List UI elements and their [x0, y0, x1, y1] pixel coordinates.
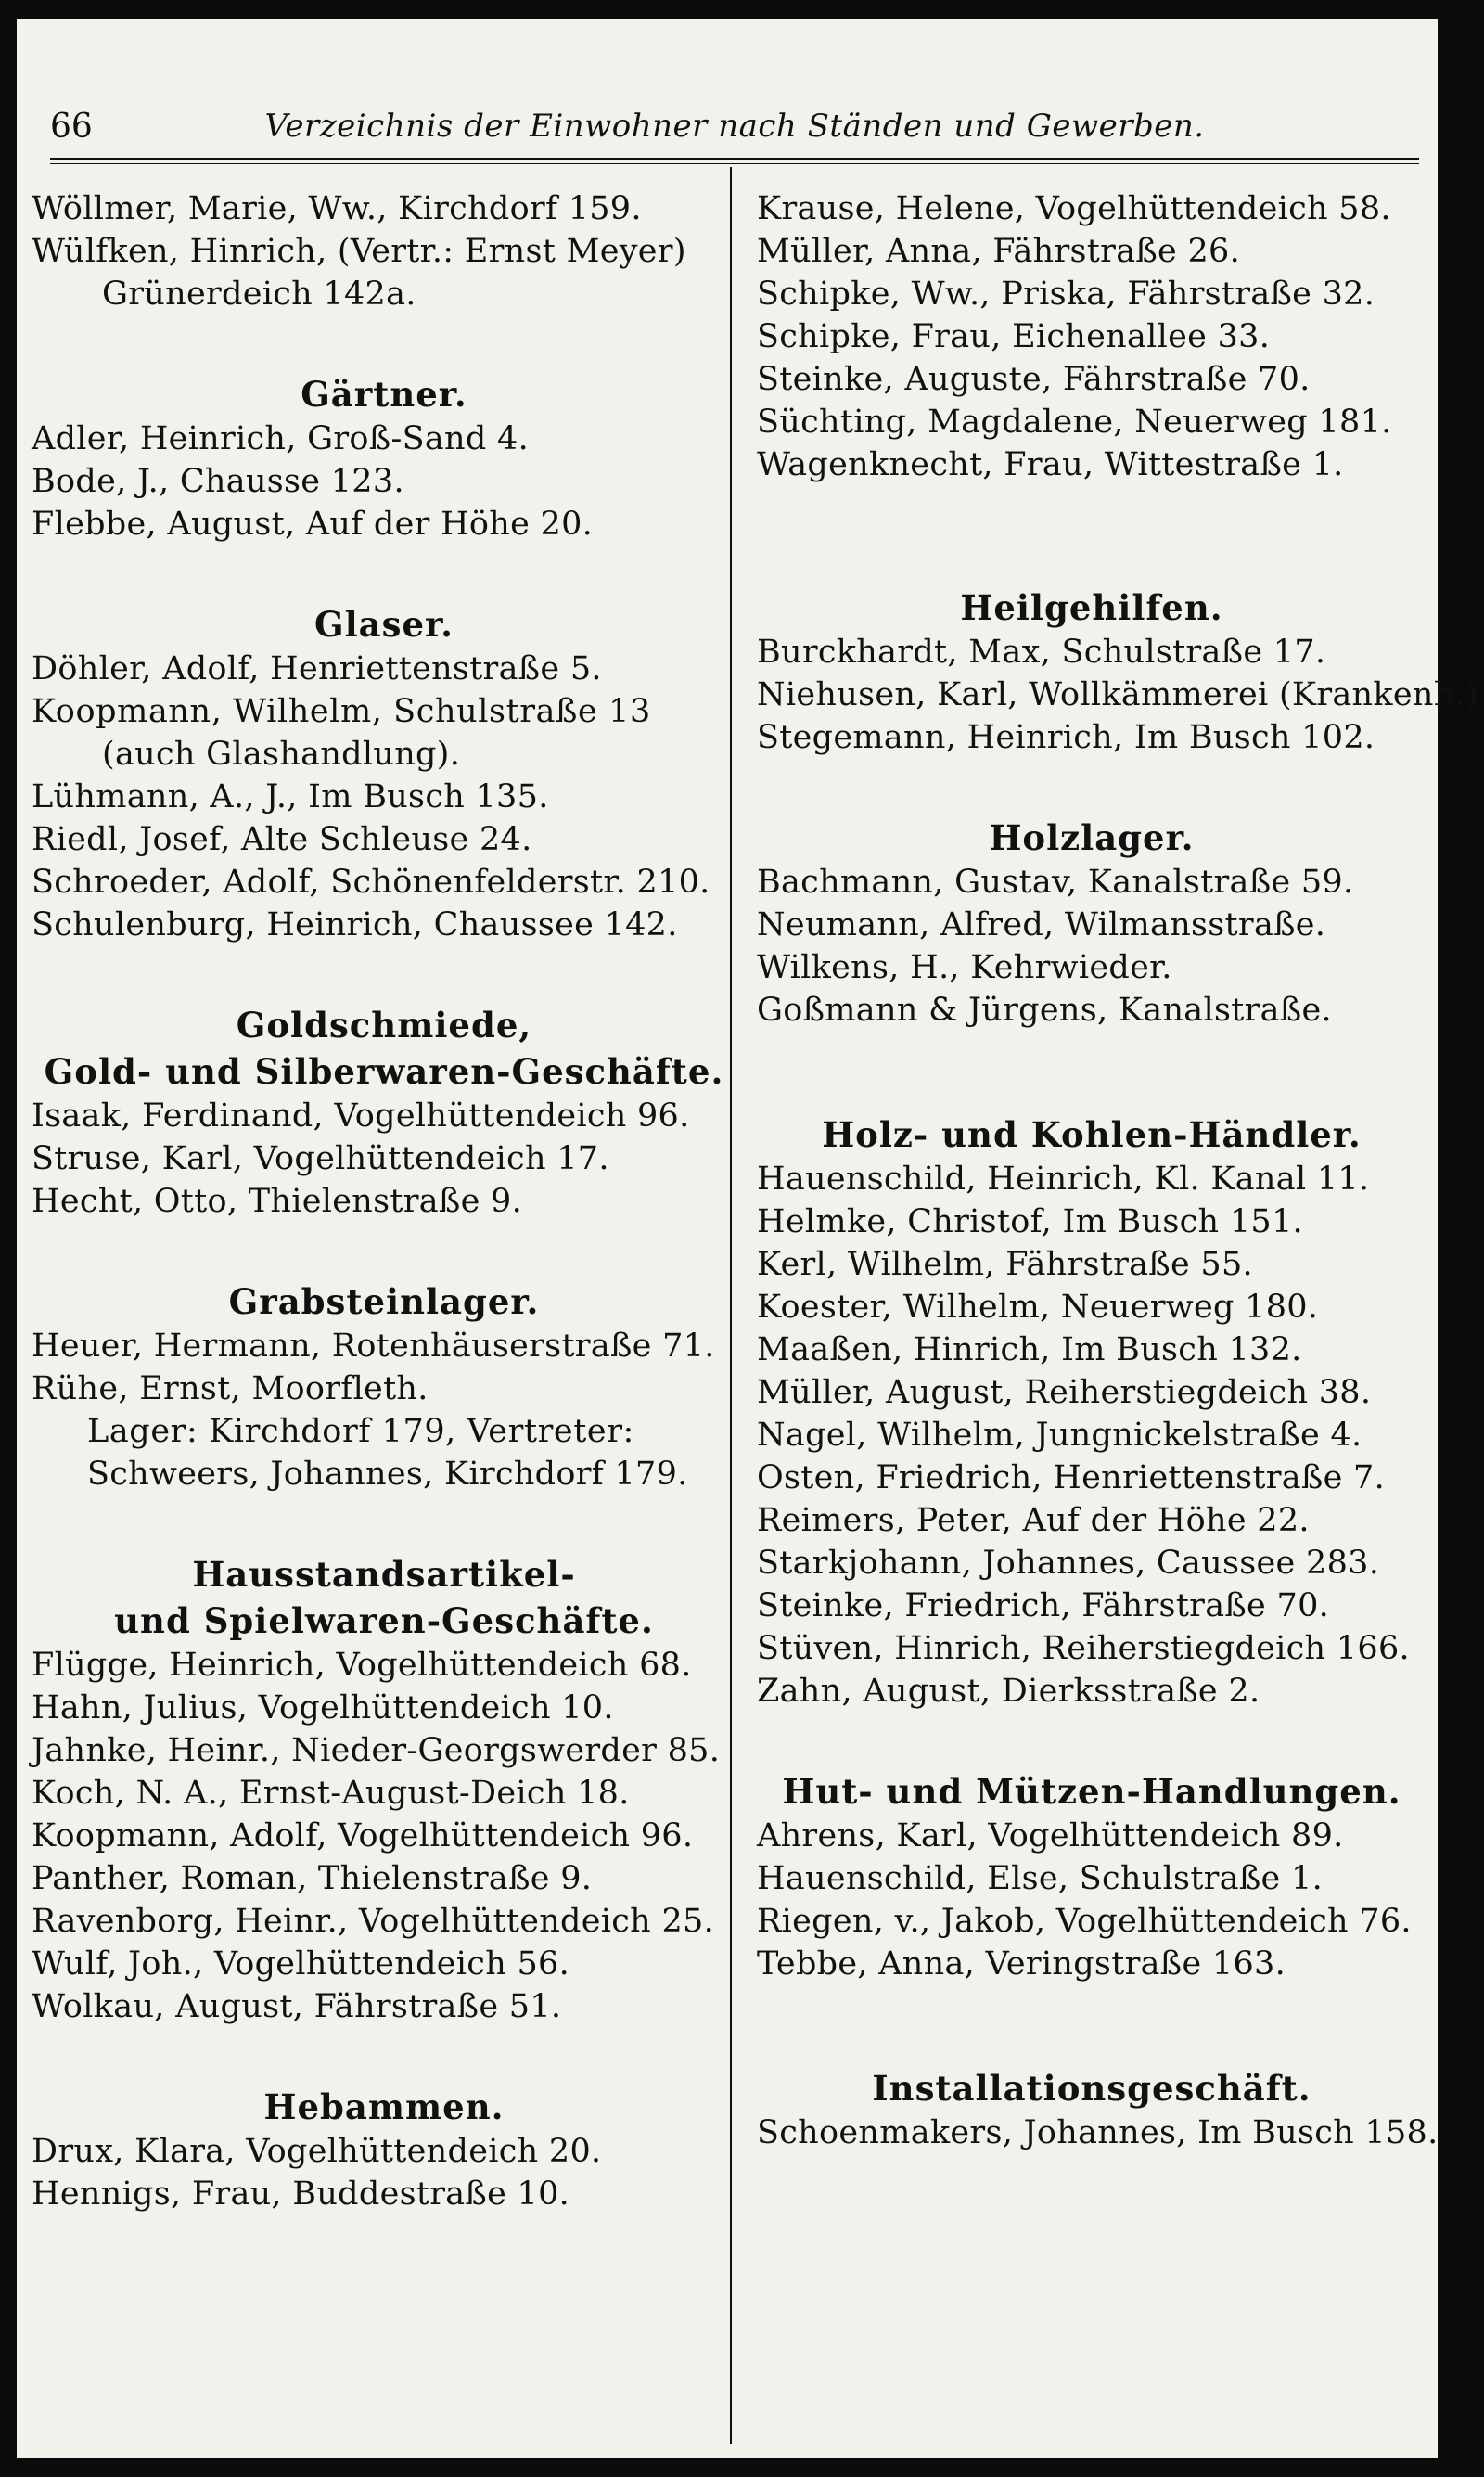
list-item: Schroeder, Adolf, Schönenfelderstr. 210.	[32, 864, 710, 901]
list-item: Hahn, Julius, Vogelhüttendeich 10.	[32, 1689, 614, 1726]
list-item: Hauenschild, Else, Schulstraße 1.	[757, 1860, 1323, 1897]
section-gaertner	[32, 371, 736, 545]
list-item: Wilkens, H., Kehrwieder.	[757, 949, 1172, 986]
list-item: Schipke, Ww., Priska, Fährstraße 32.	[757, 276, 1375, 313]
list-item: Nagel, Wilhelm, Jungnickelstraße 4.	[757, 1417, 1362, 1454]
section-heading: Holz- und Kohlen-Händler.	[822, 1114, 1362, 1155]
list-item: Neumann, Alfred, Wilmansstraße.	[757, 906, 1326, 943]
list-item: Reimers, Peter, Auf der Höhe 22.	[757, 1502, 1310, 1539]
right-column	[757, 187, 1478, 2154]
list-item: Riedl, Josef, Alte Schleuse 24.	[32, 821, 532, 858]
list-item: Rühe, Ernst, Moorfleth.	[32, 1370, 429, 1407]
list-item: Koch, N. A., Ernst-August-Deich 18.	[32, 1775, 630, 1812]
list-item: Ahrens, Karl, Vogelhüttendeich 89.	[757, 1817, 1344, 1855]
list-item: Krause, Helene, Vogelhüttendeich 58.	[757, 190, 1391, 227]
list-item: Hennigs, Frau, Buddestraße 10.	[32, 2175, 570, 2213]
list-item: Wagenknecht, Frau, Wittestraße 1.	[757, 446, 1344, 483]
section-heading: und Spielwaren-Geschäfte.	[114, 1600, 654, 1641]
list-item: Zahn, August, Dierksstraße 2.	[757, 1673, 1260, 1710]
section-heading: Gold- und Silberwaren-Geschäfte.	[44, 1051, 724, 1092]
section-heading: Glaser.	[314, 604, 454, 645]
section-hebammen	[32, 2084, 736, 2215]
list-item: (auch Glashandlung).	[102, 736, 461, 773]
running-title: Verzeichnis der Einwohner nach Ständen und Gewerben.	[264, 108, 1205, 145]
list-item: Müller, Anna, Fährstraße 26.	[757, 233, 1241, 270]
list-item: Schoenmakers, Johannes, Im Busch 158.	[757, 2114, 1439, 2151]
list-item: Schulenburg, Heinrich, Chaussee 142.	[32, 906, 678, 943]
list-item: Schipke, Frau, Eichenallee 33.	[757, 318, 1271, 355]
list-item: Schweers, Johannes, Kirchdorf 179.	[87, 1456, 688, 1493]
list-item: Goßmann & Jürgens, Kanalstraße.	[757, 992, 1332, 1029]
section-glaser	[32, 601, 736, 946]
list-item: Helmke, Christof, Im Busch 151.	[757, 1203, 1303, 1240]
list-item: Wulf, Joh., Vogelhüttendeich 56.	[32, 1945, 570, 1983]
list-item: Wülfken, Hinrich, (Vertr.: Ernst Meyer)	[32, 233, 686, 270]
list-item: Niehusen, Karl, Wollkämmerei (Krankenh.)	[757, 676, 1478, 713]
section-holz-kohlen-haendler	[757, 1111, 1426, 1713]
list-item: Drux, Klara, Vogelhüttendeich 20.	[32, 2133, 602, 2170]
section-heading: Gärtner.	[301, 374, 467, 415]
list-item: Döhler, Adolf, Henriettenstraße 5.	[32, 650, 602, 687]
page-header	[50, 108, 1419, 150]
header-rule	[50, 158, 1419, 164]
section-hausstandsartikel	[32, 1551, 736, 2028]
directory-page	[17, 19, 1478, 2458]
section-holzlager	[757, 815, 1426, 1032]
list-item: Stüven, Hinrich, Reiherstiegdeich 166.	[757, 1630, 1410, 1667]
section-heilgehilfen	[757, 584, 1478, 759]
section-heading: Hebammen.	[263, 2086, 505, 2127]
list-item: Ravenborg, Heinr., Vogelhüttendeich 25.	[32, 1903, 715, 1940]
list-item: Tebbe, Anna, Veringstraße 163.	[757, 1945, 1286, 1983]
section-goldschmiede	[32, 1002, 736, 1223]
list-item: Hecht, Otto, Thielenstraße 9.	[32, 1183, 523, 1220]
list-item: Flügge, Heinrich, Vogelhüttendeich 68.	[32, 1647, 692, 1684]
list-item: Kerl, Wilhelm, Fährstraße 55.	[757, 1246, 1253, 1283]
list-item: Isaak, Ferdinand, Vogelhüttendeich 96.	[32, 1097, 690, 1135]
section-heading: Goldschmiede,	[236, 1005, 532, 1046]
list-item: Panther, Roman, Thielenstraße 9.	[32, 1860, 593, 1897]
list-item: Steinke, Auguste, Fährstraße 70.	[757, 361, 1311, 398]
list-item: Koopmann, Adolf, Vogelhüttendeich 96.	[32, 1817, 694, 1855]
list-item: Müller, August, Reiherstiegdeich 38.	[757, 1374, 1372, 1411]
list-item: Bode, J., Chausse 123.	[32, 463, 404, 500]
list-item: Struse, Karl, Vogelhüttendeich 17.	[32, 1140, 609, 1177]
section-heading: Heilgehilfen.	[960, 587, 1223, 628]
section-heading: Holzlager.	[989, 817, 1195, 858]
page-number: 66	[50, 108, 93, 146]
list-item: Wolkau, August, Fährstraße 51.	[32, 1988, 562, 2025]
section-grabsteinlager	[32, 1278, 736, 1495]
list-item: Koester, Wilhelm, Neuerweg 180.	[757, 1289, 1319, 1326]
left-column	[32, 187, 736, 2215]
section-installationsgeschaeft	[757, 2065, 1439, 2154]
list-item: Bachmann, Gustav, Kanalstraße 59.	[757, 864, 1354, 901]
section-hut-muetzen	[757, 1768, 1426, 1985]
section-heading: Grabsteinlager.	[228, 1281, 540, 1322]
list-item: Riegen, v., Jakob, Vogelhüttendeich 76.	[757, 1903, 1412, 1940]
list-item: Lager: Kirchdorf 179, Vertreter:	[87, 1413, 634, 1450]
list-item: Hauenschild, Heinrich, Kl. Kanal 11.	[757, 1161, 1370, 1198]
list-item: Burckhardt, Max, Schulstraße 17.	[757, 634, 1326, 671]
list-item: Süchting, Magdalene, Neuerweg 181.	[757, 404, 1392, 441]
list-item: Heuer, Hermann, Rotenhäuserstraße 71.	[32, 1328, 715, 1365]
section-heading: Hausstandsartikel-	[192, 1554, 576, 1595]
section-continuation-left	[32, 187, 736, 315]
list-item: Grünerdeich 142a.	[102, 276, 416, 313]
list-item: Wöllmer, Marie, Ww., Kirchdorf 159.	[32, 190, 642, 227]
list-item: Lühmann, A., J., Im Busch 135.	[32, 778, 549, 815]
list-item: Flebbe, August, Auf der Höhe 20.	[32, 506, 594, 543]
list-item: Koopmann, Wilhelm, Schulstraße 13	[32, 693, 651, 730]
list-item: Jahnke, Heinr., Nieder-Georgswerder 85.	[32, 1732, 721, 1769]
list-item: Steinke, Friedrich, Fährstraße 70.	[757, 1587, 1330, 1624]
list-item: Starkjohann, Johannes, Caussee 283.	[757, 1545, 1380, 1582]
list-item: Stegemann, Heinrich, Im Busch 102.	[757, 719, 1375, 756]
section-heading: Installationsgeschäft.	[872, 2068, 1311, 2109]
list-item: Maaßen, Hinrich, Im Busch 132.	[757, 1331, 1302, 1368]
section-heading: Hut- und Mützen-Handlungen.	[782, 1771, 1401, 1812]
list-item: Osten, Friedrich, Henriettenstraße 7.	[757, 1459, 1386, 1496]
section-continuation-right	[757, 187, 1426, 486]
list-item: Adler, Heinrich, Groß-Sand 4.	[32, 420, 529, 457]
